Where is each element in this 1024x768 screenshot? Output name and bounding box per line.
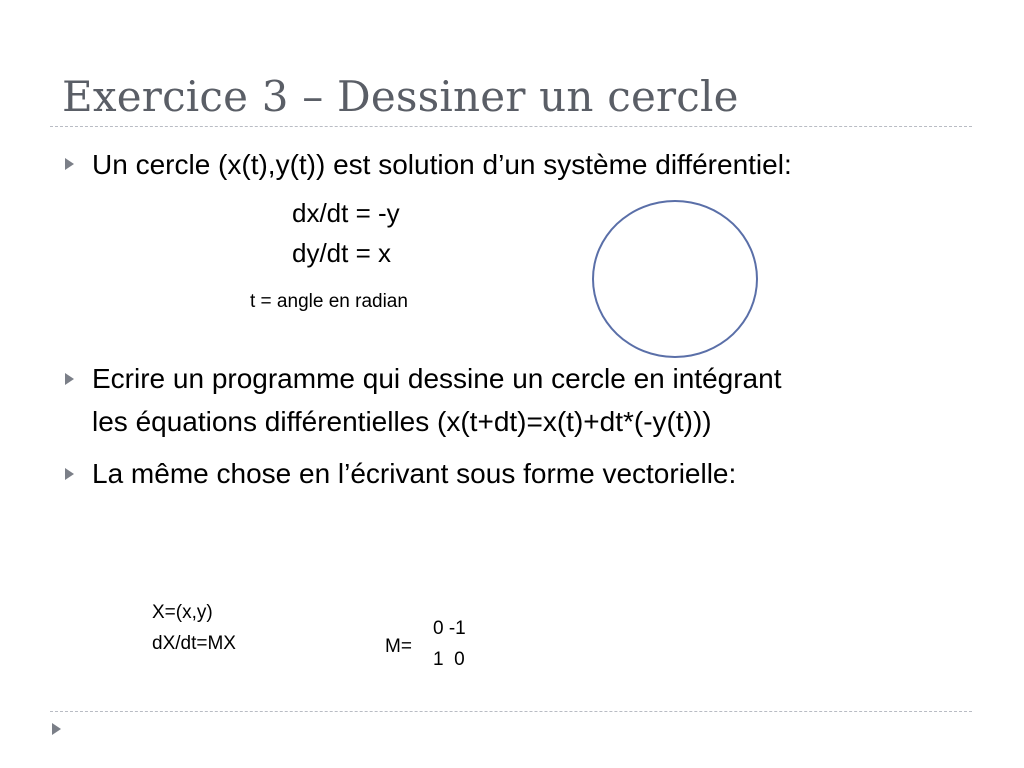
equation-dy: dy/dt = x	[292, 238, 391, 268]
circle-drawing-icon	[592, 200, 758, 358]
bullet-triangle-icon	[65, 158, 74, 170]
vector-x-def: X=(x,y)	[152, 602, 213, 623]
matrix-label: M=	[385, 636, 412, 657]
bullet-text-continued: les équations différentielles (x(t+dt)=x(t)+dt*(-y(t)))	[92, 406, 712, 437]
bullet-triangle-icon	[65, 373, 74, 385]
bullet-text: La même chose en l’écrivant sous forme vectorielle:	[92, 458, 737, 489]
bullet-text: Ecrire un programme qui dessine un cercle en intégrant	[92, 363, 782, 394]
bullet-text: Un cercle (x(t),y(t)) est solution d’un système différentiel:	[92, 149, 792, 180]
matrix-row-2: 1 0	[433, 649, 465, 670]
nav-triangle-icon	[52, 723, 61, 735]
equation-dx: dx/dt = -y	[292, 198, 400, 228]
vector-dx-def: dX/dt=MX	[152, 633, 236, 654]
bullet-triangle-icon	[65, 468, 74, 480]
footer-divider	[50, 711, 972, 712]
slide-title: Exercice 3 – Dessiner un cercle	[62, 72, 739, 121]
title-divider	[50, 126, 972, 127]
t-note: t = angle en radian	[250, 291, 408, 312]
matrix-row-1: 0 -1	[433, 618, 466, 639]
